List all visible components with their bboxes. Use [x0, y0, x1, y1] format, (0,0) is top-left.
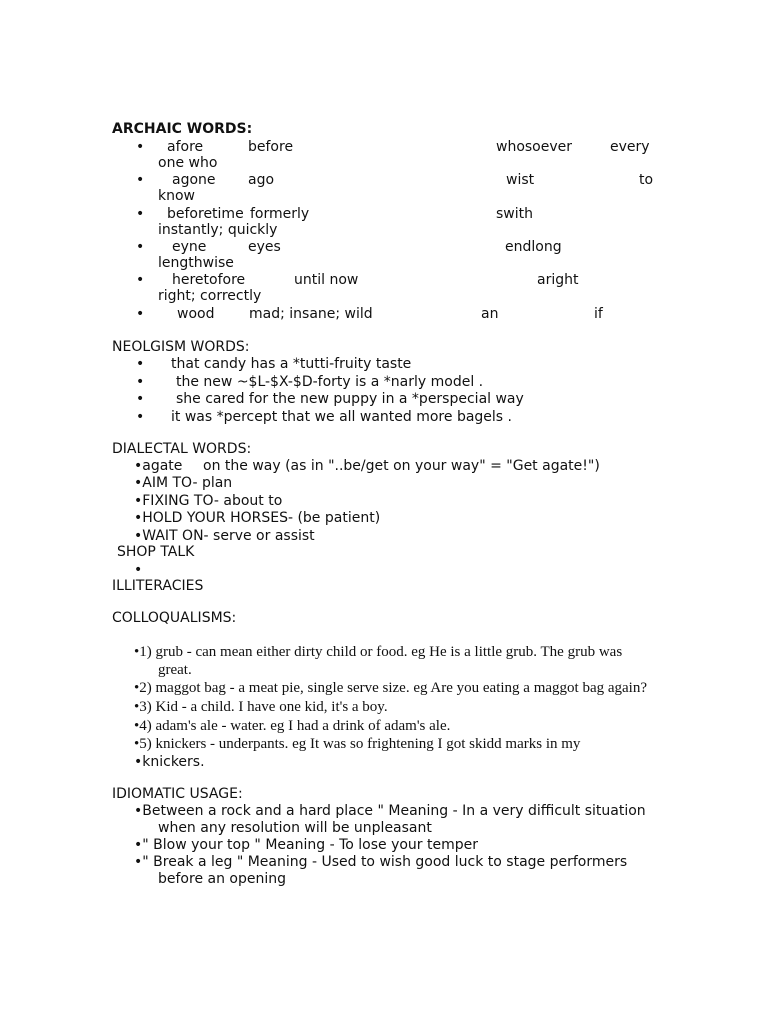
dialectal-item: •agate — [134, 458, 183, 474]
archaic-meaning: if — [594, 306, 603, 322]
archaic-word: agone — [172, 172, 216, 188]
neologism-item: it was *percept that we all wanted more bagels . — [171, 409, 512, 425]
neologism-item: the new ~$L-$X-$D-forty is a *narly model . — [176, 374, 484, 390]
archaic-word: wist — [506, 172, 535, 188]
archaic-word: beforetime — [167, 206, 244, 222]
dialectal-item: •AIM TO- plan — [134, 475, 233, 491]
archaic-meaning: ago — [248, 172, 275, 188]
idiom-item: •Between a rock and a hard place " Meaning - In a very difficult situation — [134, 803, 646, 819]
neologism-item: that candy has a *tutti-fruity taste — [171, 356, 412, 372]
bullet: • — [136, 272, 145, 288]
shop-talk-heading: SHOP TALK — [117, 544, 195, 560]
archaic-meaning: until now — [294, 272, 359, 288]
archaic-word: swith — [496, 206, 533, 222]
illiteracies-heading: ILLITERACIES — [112, 578, 204, 594]
idiomatic-heading: IDIOMATIC USAGE: — [112, 786, 243, 802]
idiom-item-cont: when any resolution will be unpleasant — [158, 820, 432, 836]
bullet: • — [136, 374, 145, 390]
archaic-meaning: formerly — [250, 206, 310, 222]
archaic-meaning: instantly; quickly — [158, 222, 278, 238]
archaic-meaning: one who — [158, 155, 218, 171]
dialectal-item-meaning: on the way (as in "..be/get on your way" = "Get agate!") — [203, 458, 600, 474]
archaic-meaning: eyes — [248, 239, 281, 255]
archaic-word: an — [481, 306, 499, 322]
archaic-heading: ARCHAIC WORDS: — [112, 121, 253, 137]
dialectal-item: •HOLD YOUR HORSES- (be patient) — [134, 510, 381, 526]
archaic-meaning: mad; insane; wild — [249, 306, 373, 322]
colloquialism-item-cont: •knickers. — [134, 754, 205, 770]
colloquialism-item-cont: great. — [158, 662, 192, 678]
colloquialisms-heading: COLLOQUALISMS: — [112, 610, 237, 626]
colloquialism-item: •2) maggot bag - a meat pie, single serve size. eg Are you eating a maggot bag again? — [134, 680, 647, 696]
archaic-word: endlong — [505, 239, 562, 255]
archaic-word: heretofore — [172, 272, 246, 288]
bullet: • — [136, 306, 145, 322]
dialectal-item: •WAIT ON- serve or assist — [134, 528, 315, 544]
bullet: • — [134, 562, 143, 578]
bullet: • — [136, 139, 145, 155]
bullet: • — [136, 239, 145, 255]
archaic-meaning: before — [248, 139, 294, 155]
archaic-word: wood — [177, 306, 215, 322]
dialectal-item: •FIXING TO- about to — [134, 493, 283, 509]
bullet: • — [136, 206, 145, 222]
colloquialism-item: •1) grub - can mean either dirty child or food. eg He is a little grub. The grub was — [134, 644, 623, 660]
neologism-item: she cared for the new puppy in a *perspecial way — [176, 391, 524, 407]
idiom-item-cont: before an opening — [158, 871, 286, 887]
idiom-item: •" Blow your top " Meaning - To lose your temper — [134, 837, 478, 853]
neologism-heading: NEOLGISM WORDS: — [112, 339, 250, 355]
idiom-item: •" Break a leg " Meaning - Used to wish good luck to stage performers — [134, 854, 628, 870]
archaic-meaning: right; correctly — [158, 288, 262, 304]
archaic-meaning: lengthwise — [158, 255, 234, 271]
bullet: • — [136, 409, 145, 425]
bullet: • — [136, 172, 145, 188]
archaic-meaning: every — [610, 139, 650, 155]
dialectal-heading: DIALECTAL WORDS: — [112, 441, 252, 457]
archaic-word: eyne — [172, 239, 207, 255]
archaic-word: afore — [167, 139, 204, 155]
bullet: • — [136, 356, 145, 372]
colloquialism-item: •5) knickers - underpants. eg It was so frightening I got skidd marks in my — [134, 736, 581, 752]
archaic-word: whosoever — [496, 139, 573, 155]
archaic-word: aright — [537, 272, 579, 288]
archaic-meaning: to — [639, 172, 654, 188]
archaic-meaning: know — [158, 188, 195, 204]
colloquialism-item: •3) Kid - a child. I have one kid, it's a boy. — [134, 699, 388, 715]
bullet: • — [136, 391, 145, 407]
colloquialism-item: •4) adam's ale - water. eg I had a drink of adam's ale. — [134, 718, 451, 734]
